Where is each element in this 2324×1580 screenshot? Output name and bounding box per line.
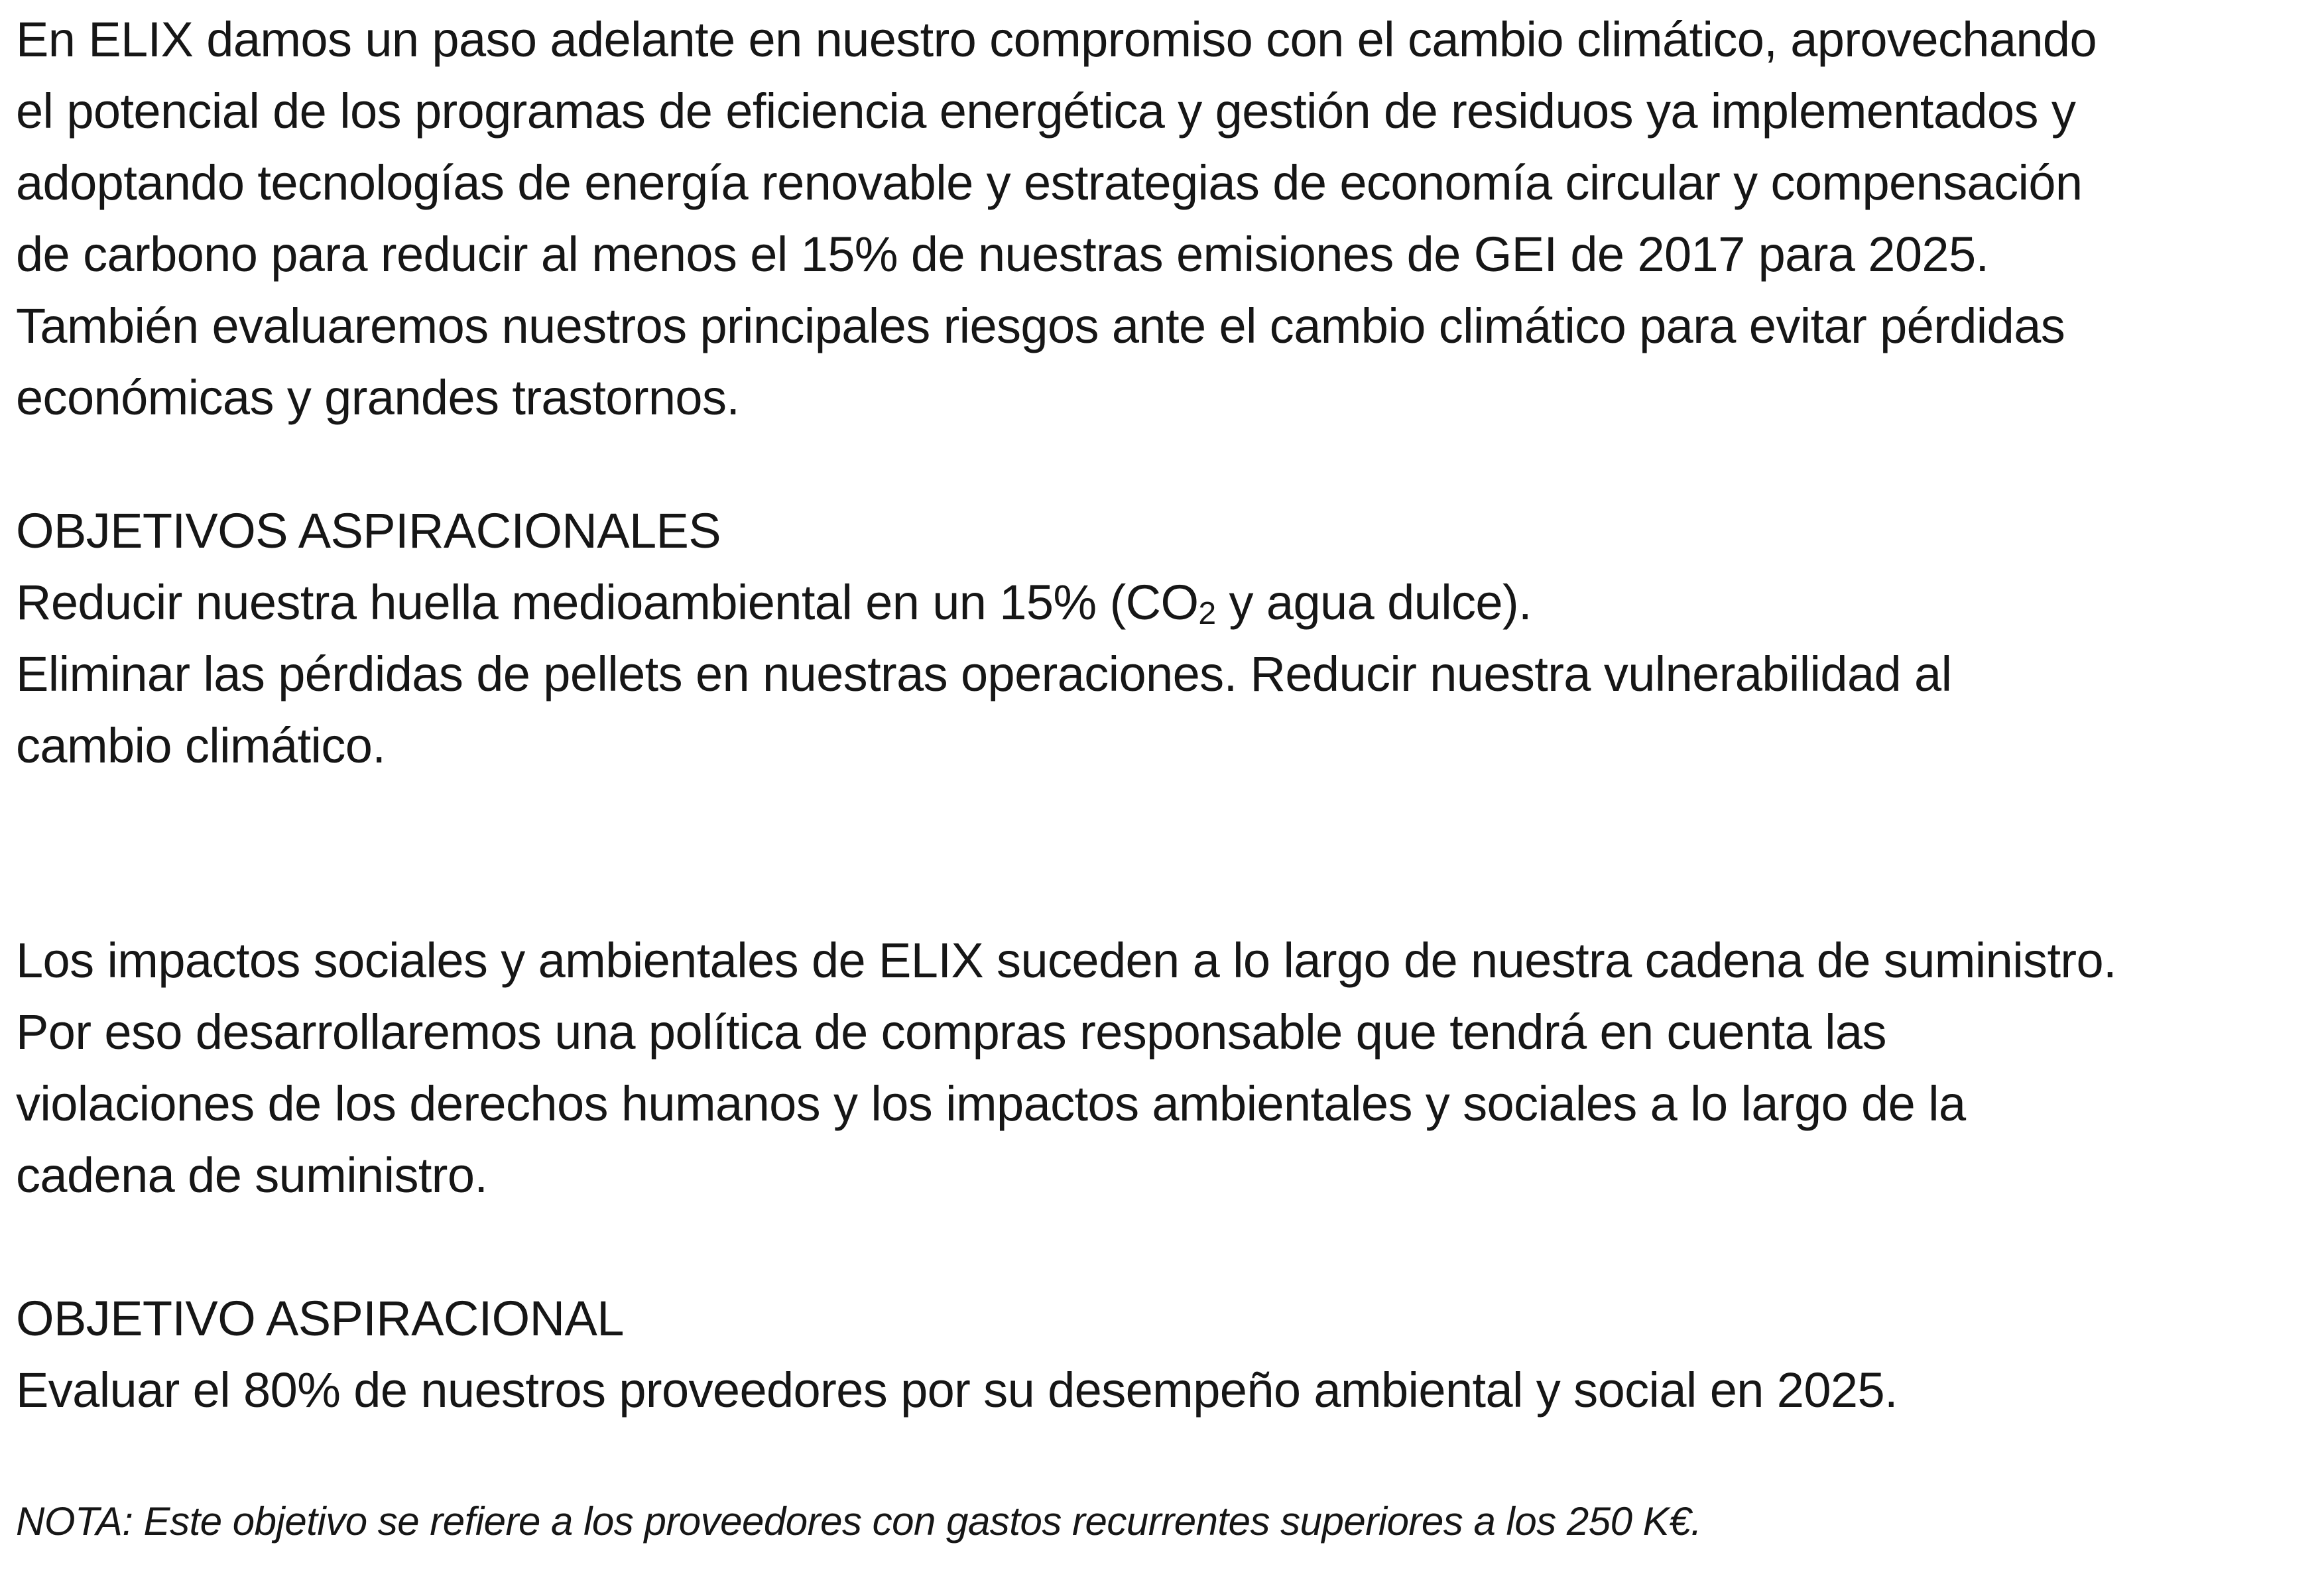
section-heading-objetivo: OBJETIVO ASPIRACIONAL — [16, 1291, 624, 1346]
objectives-paragraph — [16, 567, 1951, 782]
subscript: 2 — [1198, 595, 1216, 632]
text-line: de carbono para reducir al menos el 15% de nuestras emisiones de GEI de 2017 para 2025. — [16, 227, 1989, 282]
text-line: adoptando tecnologías de energía renovable y estrategias de economía circular y compensación — [16, 155, 2083, 210]
text-line: violaciones de los derechos humanos y los impactos ambientales y sociales a lo largo de la — [16, 1076, 1966, 1131]
text-line: económicas y grandes trastornos. — [16, 370, 740, 425]
text-line: Los impactos sociales y ambientales de ELIX suceden a lo largo de nuestra cadena de suministro. — [16, 933, 2116, 988]
section-heading-objetivos: OBJETIVOS ASPIRACIONALES — [16, 503, 721, 558]
text-line: También evaluaremos nuestros principales riesgos ante el cambio climático para evitar pérdidas — [16, 298, 2065, 353]
text-line: Eliminar las pérdidas de pellets en nuestras operaciones. Reducir nuestra vulnerabilidad al — [16, 646, 1952, 701]
text-line: el potencial de los programas de eficiencia energética y gestión de residuos ya implementados y — [16, 84, 2076, 139]
text-line: cadena de suministro. — [16, 1148, 488, 1203]
text-line — [16, 567, 1951, 638]
footnote: NOTA: Este objetivo se refiere a los proveedores con gastos recurrentes superiores a los 250 K€. — [16, 1499, 1702, 1544]
text-segment: y agua dulce). — [1215, 575, 1532, 630]
text-line: cambio climático. — [16, 718, 386, 773]
text-line: Por eso desarrollaremos una política de compras responsable que tendrá en cuenta las — [16, 1004, 1886, 1060]
objective-line: Evaluar el 80% de nuestros proveedores por su desempeño ambiental y social en 2025. — [16, 1363, 1898, 1418]
supply-chain-paragraph — [16, 925, 2116, 1211]
text-line: En ELIX damos un paso adelante en nuestro compromiso con el cambio climático, aprovechando — [16, 12, 2097, 67]
text-segment: Reducir nuestra huella medioambiental en un 15% (CO — [16, 575, 1199, 630]
intro-paragraph — [16, 4, 2097, 434]
